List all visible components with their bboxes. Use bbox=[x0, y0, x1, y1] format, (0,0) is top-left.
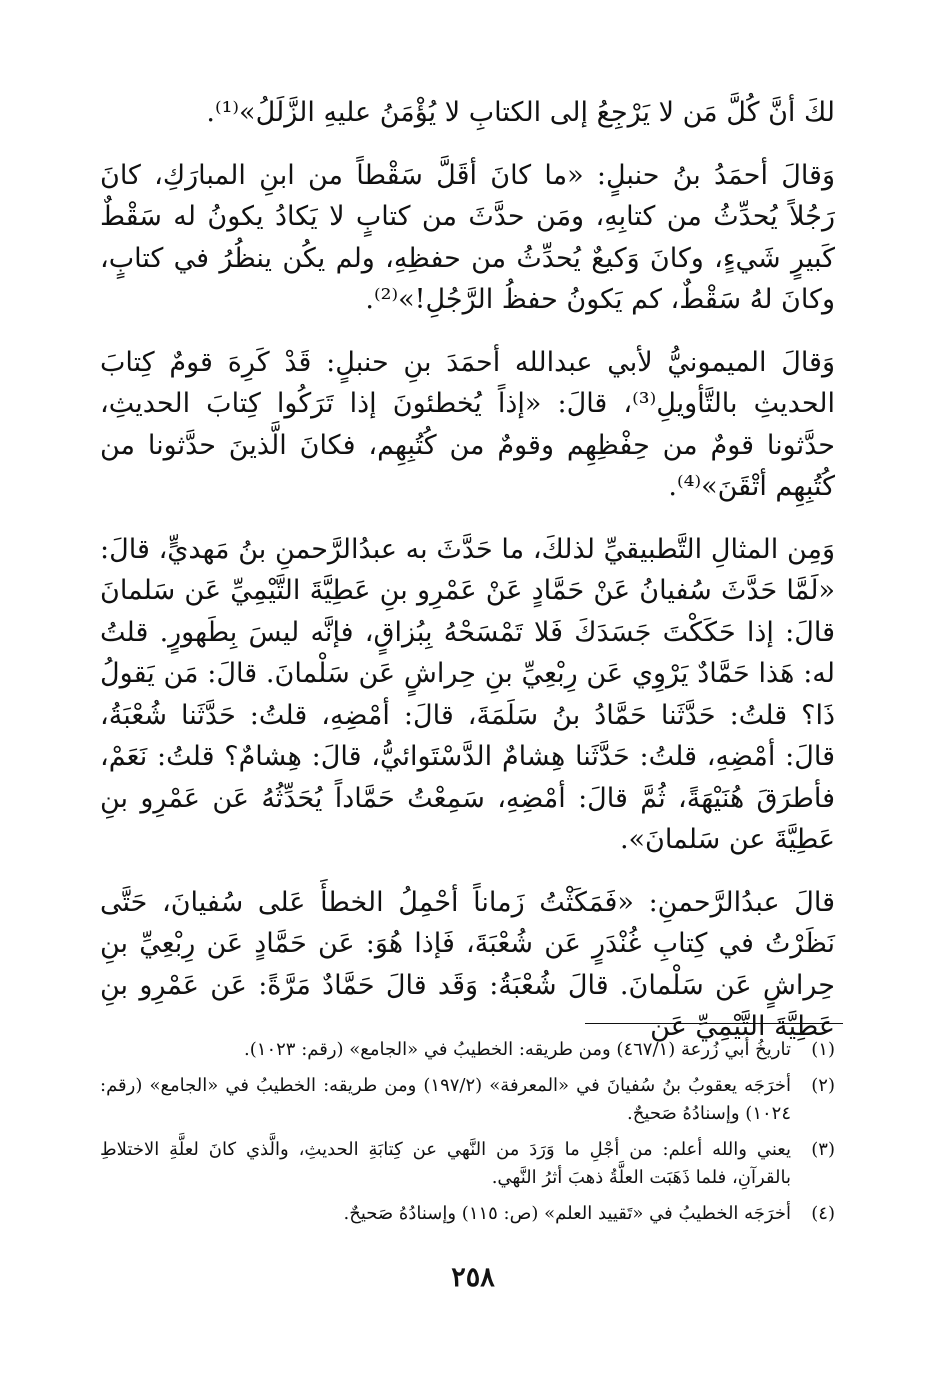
footnote bbox=[100, 1072, 835, 1128]
footnote-number: (٣) bbox=[811, 1139, 835, 1160]
paragraph: لكَ أنَّ كُلَّ مَن لا يَرْجِعُ إلى الكتابِ لا يُؤْمَنُ عليهِ الزَّلَلُ»⁽¹⁾. bbox=[206, 97, 835, 128]
footnote-text: يعني والله أعلم: من أجْلِ ما وَرَدَ من النَّهي عن كِتابَةِ الحديثِ، والَّذي كانَ لعلَّةِ الاختلاطِ بالقرآنِ، فلما ذَهَبَت العلَّةُ ذهبَ أثرُ النَّهي. bbox=[100, 1139, 791, 1188]
main-text bbox=[100, 92, 835, 1069]
footnote-number: (٢) bbox=[811, 1075, 835, 1096]
footnote-text: أخرَجَه الخطيبُ في «تَقييد العلم» (ص: ١١٥) وإسنادُهُ صَحيحٌ. bbox=[343, 1203, 791, 1224]
paragraph: وَمِن المثالِ التَّطبيقيِّ لذلكَ، ما حَدَّثَ به عبدُالرَّحمنِ بنُ مَهديٍّ، قالَ: «لَمَّا حَدَّثَ سُفيانُ عَنْ حَمَّادٍ عَنْ عَمْرِو بنِ عَطِيَّةَ التَّيْمِيِّ عَن سَلمانَ قالَ: إذا حَكَكْتَ جَسَدَكَ فَلا تَمْسَحْهُ بِبُزاقٍ، فإنَّه ليسَ بِطَهورٍ. قلتُ له: هَذا حَمَّادٌ يَرْوِي عَن رِبْعِيِّ بنِ حِراشٍ عَن سَلْمانَ. قالَ: مَن يَقولُ ذَا؟ قلتُ: حَدَّثَنا حَمَّادُ بنُ سَلَمَةَ، قالَ: أمْضِهِ، قلتُ: حَدَّثَنا شُعْبَةُ، قالَ: أمْضِهِ، قلتُ: حَدَّثَنا هِشامٌ الدَّسْتَوائيُّ، قالَ: هِشامٌ؟ قلتُ: نَعَمْ، فأطرَقَ هُنَيْهَةً، ثُمَّ قالَ: أمْضِهِ، سَمِعْتُ حَمَّاداً يُحَدِّثُهُ عَن عَمْرِو بنِ عَطِيَّةَ عن سَلمانَ». bbox=[100, 533, 835, 855]
footnote bbox=[100, 1200, 835, 1228]
page-number: ٢٥٨ bbox=[451, 1262, 495, 1293]
footnote bbox=[100, 1136, 835, 1192]
footnote-number: (٤) bbox=[811, 1203, 835, 1224]
footnote-separator bbox=[585, 1023, 843, 1024]
footnote-number: (١) bbox=[811, 1039, 835, 1060]
paragraph: وَقالَ الميمونيُّ لأبي عبدالله أحمَدَ بنِ حنبلٍ: قَدْ كَرِهَ قومٌ كِتابَ الحديثِ بالتَّأويلِ⁽³⁾، قالَ: «إذاً يُخطئونَ إذا تَرَكُوا كِتابَ الحديثِ، حدَّثونا قومٌ من حِفْظِهِم وقومٌ من كُتُبِهِم، فكانَ الَّذينَ حدَّثونا من كُتُبِهِم أتْقَنَ»⁽⁴⁾. bbox=[100, 346, 835, 502]
paragraph: وَقالَ أحمَدُ بنُ حنبلٍ: «ما كانَ أقَلَّ سَقْطاً من ابنِ المبارَكِ، كانَ رَجُلاً يُحدِّثُ من كتابِهِ، ومَن حدَّثَ من كتابٍ لا يَكادُ يكونُ له سَقْطٌ كَبيرٍ شَيءٍ، وكانَ وَكيعٌ يُحدِّثُ من حفظِهِ، ولم يكُن ينظُرُ في كتابٍ، وكانَ لهُ سَقْطٌ، كم يَكونُ حفظُ الرَّجُلِ!»⁽²⁾. bbox=[100, 159, 835, 315]
footnote-text: تاريخُ أبي زُرعة (٤٦٧/١) ومن طريقه: الخطيبُ في «الجامع» (رقم: ١٠٢٣). bbox=[244, 1039, 791, 1060]
footnote bbox=[100, 1036, 835, 1064]
paragraph: قالَ عبدُالرَّحمنِ: «فَمَكَثْتُ زَماناً أحْمِلُ الخطأَ عَلى سُفيانَ، حَتَّى نَظَرْتُ في كِتابِ غُنْدَرٍ عَن شُعْبَةَ، فَإذا هُوَ: عَن حَمَّادٍ عَن رِبْعِيِّ بنِ حِراشٍ عَن سَلْمانَ. قالَ شُعْبَةُ: وَقَد قالَ حَمَّادٌ مَرَّةً: عَن عَمْرِو بنِ عَطِيَّةَ التَّيْمِيِّ عَن bbox=[100, 886, 835, 1042]
footnote-text: أخرَجَه يعقوبُ بنُ سُفيانَ في «المعرفة» (١٩٧/٢) ومن طريقه: الخطيبُ في «الجامع» (رقم: ١٠٢٤) وإسنادُهُ صَحيحٌ. bbox=[100, 1075, 791, 1124]
footnotes bbox=[100, 1036, 835, 1236]
